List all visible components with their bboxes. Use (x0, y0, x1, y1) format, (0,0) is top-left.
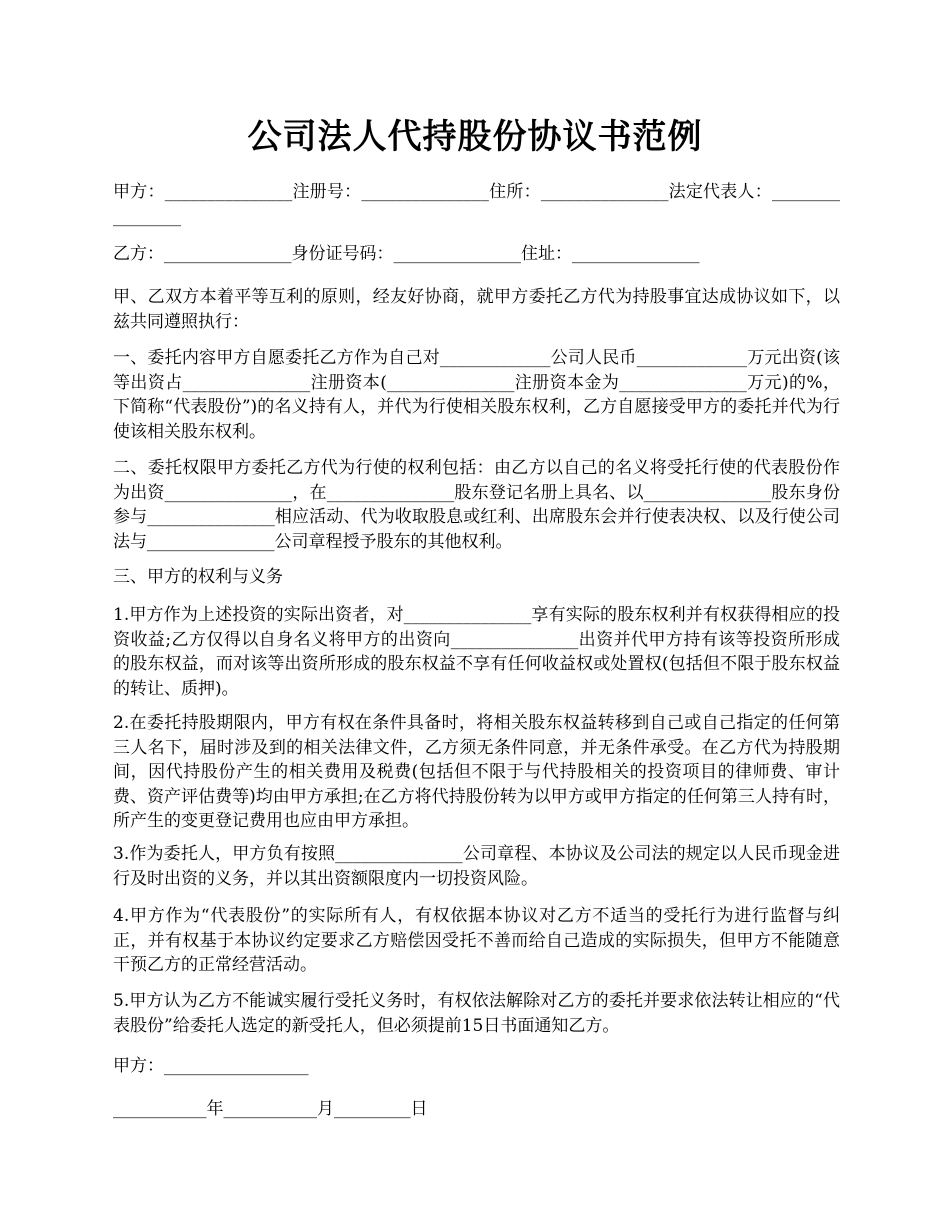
clause-3-item-2: 2.在委托持股期限内，甲方有权在条件具备时，将相关股东权益转移到自己或自己指定的任何第三人名下，届时涉及到的相关法律文件，乙方须无条件同意，并无条件承受。在乙方代为持股期间，因代持股份产生的相关费用及税费(包括但不限于与代持股相关的投资项目的律师费、审计费、资产评估费等)均由甲方承担;在乙方将代持股份转为以甲方或甲方指定的任何第三人持有时，所产生的变更登记费用也应由甲方承担。 (113, 713, 840, 831)
signature-date: ___________年___________月_________日 (113, 1099, 428, 1119)
signature-party-a: 甲方：_________________ (113, 1056, 309, 1076)
clause-3-item-1: 1.甲方作为上述投资的实际出资者，对_______________享有实际的股东权利并有权获得相应的投资收益;乙方仅得以自身名义将甲方的出资向_______________出资并代甲方持有该等投资所形成的股东权益，而对该等出资所形成的股东权益不享有任何收益权或处置权(包括但不限于股东权益的转让、质押)。 (113, 605, 840, 699)
clause-3-item-3: 3.作为委托人，甲方负有按照_______________公司章程、本协议及公司法的规定以人民币现金进行及时出资的义务，并以其出资额限度内一切投资风险。 (113, 844, 840, 889)
party-b-info: 乙方：_______________身份证号码：_______________住址：_______________ (113, 244, 700, 264)
preamble: 甲、乙双方本着平等互利的原则，经友好协商，就甲方委托乙方代为持股事宜达成协议如下，以兹共同遵照执行： (113, 287, 840, 332)
document-title: 公司法人代持股份协议书范例 (247, 117, 703, 157)
clause-3-item-5: 5.甲方认为乙方不能诚实履行受托义务时，有权依法解除对乙方的委托并要求依法转让相应的“代表股份”给委托人选定的新受托人，但必须提前15日书面通知乙方。 (113, 991, 840, 1036)
clause-3-heading: 三、甲方的权利与义务 (113, 567, 283, 587)
clause-2-authority: 二、委托权限甲方委托乙方代为行使的权利包括：由乙方以自己的名义将受托行使的代表股份作为出资_______________，在_______________股东登记名册上具名、以_______________股东身份参与_______________相应活动、代为收取股息或红利、出席股东会并行使表决权、以及行使公司法与_______________公司章程授予股东的其他权利。 (113, 458, 840, 552)
party-a-info: 甲方：_______________注册号：_______________住所：_______________法定代表人：________________ (113, 182, 840, 227)
clause-3-item-4: 4.甲方作为“代表股份”的实际所有人，有权依据本协议对乙方不适当的受托行为进行监督与纠正，并有权基于本协议约定要求乙方赔偿因受托不善而给自己造成的实际损失，但甲方不能随意干预乙方的正常经营活动。 (113, 906, 840, 975)
clause-1-entrustment: 一、委托内容甲方自愿委托乙方作为自己对_____________公司人民币_____________万元出资(该等出资占_______________注册资本(_______________注册资本金为_______________万元)的%，下简称“代表股份”)的名义持有人，并代为行使相关股东权利，乙方自愿接受甲方的委托并代为行使该相关股东权利。 (113, 348, 840, 442)
